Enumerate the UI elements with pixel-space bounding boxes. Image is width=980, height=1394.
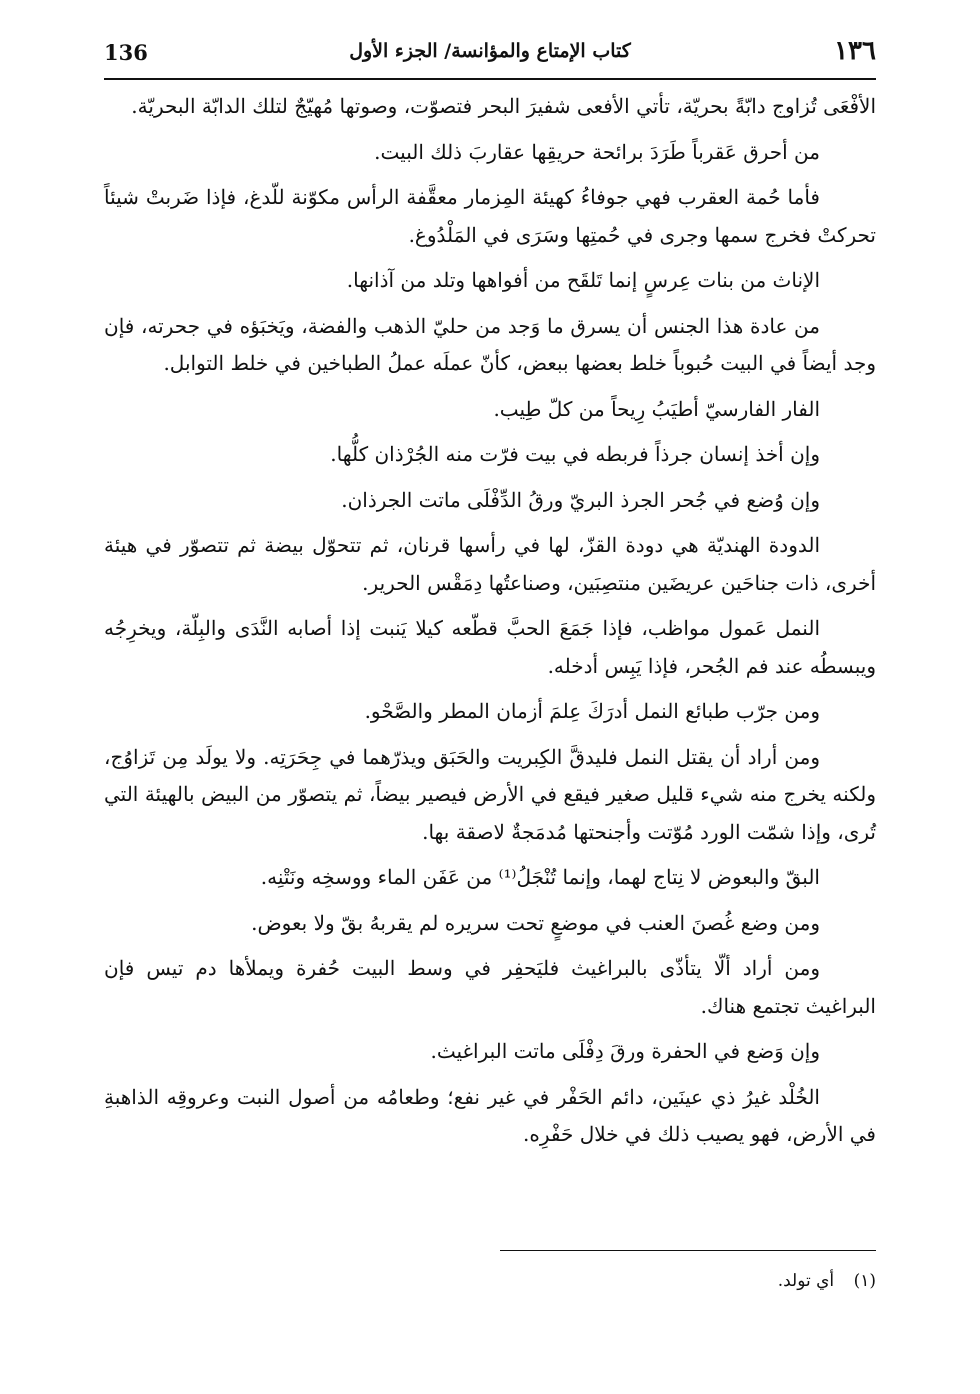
paragraph: ومن جرّب طبائع النمل أدرَكَ عِلمَ أزمان المطر والصَّحْو. <box>364 699 820 723</box>
paragraph: البقّ والبعوض لا نِتاج لهما، وإنما تُنْجَلُ⁽¹⁾ من عَفَن الماء ووسخِه ونَتْنِه. <box>260 865 820 889</box>
paragraph: ومن أراد ألّا يتأذّى بالبراغيث فليَحفِر في وسط البيت حُفرة ويملأها دم تيس فإن البراغيث تجتمع هناك. <box>104 956 876 1018</box>
paragraph: الدودة الهنديّة هي دودة القزّ، لها في رأسها قرنان، ثم تتحوّل بيضة ثم تتصوّر في هيئة أخرى، ذات جناحَين عريضَين منتصِبَين، وصناعتُها دِمَقْس الحرير. <box>104 533 876 595</box>
paragraph: الخُلْد غيرُ ذي عينَين، دائم الحَفْر في غير نفع؛ وطعامُه من أصول النبت وعروقِه الذاهبةِ في الأرض، فهو يصيب ذلك في خلال حَفْرِه. <box>104 1084 876 1146</box>
paragraph: ومن وضع غُصنَ العنب في موضعٍ تحت سريره لم يقربهُ بقّ ولا بعوض. <box>251 910 820 935</box>
page-number-latin: 136 <box>104 40 148 65</box>
paragraph: الأفْعَى تُزاوج دابّةً بحريّة، تأتي الأفعى شفيرَ البحر فتصوّت، وصوتها مُهيّجٌ لتلك الدابّة البحريّة. <box>131 94 876 118</box>
paragraph: من أحرق عَقرباً طَرَدَ برائحة حريقِها عقاربَ ذلك البيت. <box>374 139 820 164</box>
paragraph: وإن وُضع في جُحر الجرذ البريّ ورقُ الدِّفْلَى ماتت الجرذان. <box>341 487 820 512</box>
footnote-text: أي تولد. <box>777 1271 835 1291</box>
footnote <box>778 1268 876 1294</box>
paragraph: النمل عَمول مواظب، فإذا جَمَعَ الحبَّ قطّعه كيلا يَنبت إذا أصابه النَّدَى والبِلّة، ويخرِجُه ويبسطُه عند فم الجُحر، فإذا يَبِس أدخله. <box>104 616 876 678</box>
body-text <box>104 88 876 1162</box>
paragraph: الإناث من بنات عِرسٍ إنما تَلقَح من أفواهها وتلد من آذانها. <box>346 268 820 292</box>
header-rule <box>104 78 876 80</box>
paragraph: الفار الفارسيّ أطيَبُ رِيحاً من كلّ طِيب. <box>493 396 820 421</box>
footnote-number: (١) <box>853 1271 876 1291</box>
footnote-rule <box>500 1250 876 1251</box>
paragraph: فأما حُمة العقرب فهي جوفاءُ كهيئة المِزمار معقَّفة الرأس مكوّنة للّدغ، فإذا ضَربتْ شيئاً تحركتْ فخرج سمها وجرى في حُمتِها وسَرَى في المَلْدُوغ. <box>104 185 876 247</box>
page-header <box>104 34 876 80</box>
running-title: كتاب الإمتاع والمؤانسة/ الجزء الأول <box>349 40 631 62</box>
paragraph: وإن أخذ إنسان جرذاً فربطه في بيت فرّت منه الجُرْذان كلُّها. <box>330 442 820 466</box>
paragraph: وإن وَضع في الحفرة ورقَ دِفْلَى ماتت البراغيث. <box>430 1039 820 1063</box>
page-number-arabic: ١٣٦ <box>834 36 876 66</box>
paragraph: من عادة هذا الجنس أن يسرق ما وَجد من حليّ الذهب والفضة، ويَخبَؤه في جحرته، فإن وجد أيضاً في البيت حُبوباً خلط بعضها ببعض، كأنّ عملَه عملُ الطباخين في خلط التوابل. <box>104 313 876 375</box>
paragraph: ومن أراد أن يقتل النمل فليدقَّ الكِبريت والحَبَق ويذرّهما في جِحَرَتِه. ولا يولَد مِن تَزاوُج، ولكنه يخرج منه شيء قليل صغير فيقع في الأرض فيصير بيضاً، ثم يتصوّر من البيض بالهيئة التي تُرى، وإذا شمّت الورد مُوّتت وأجنحتها مُدمَجةٌ لاصقة بها. <box>104 744 876 844</box>
